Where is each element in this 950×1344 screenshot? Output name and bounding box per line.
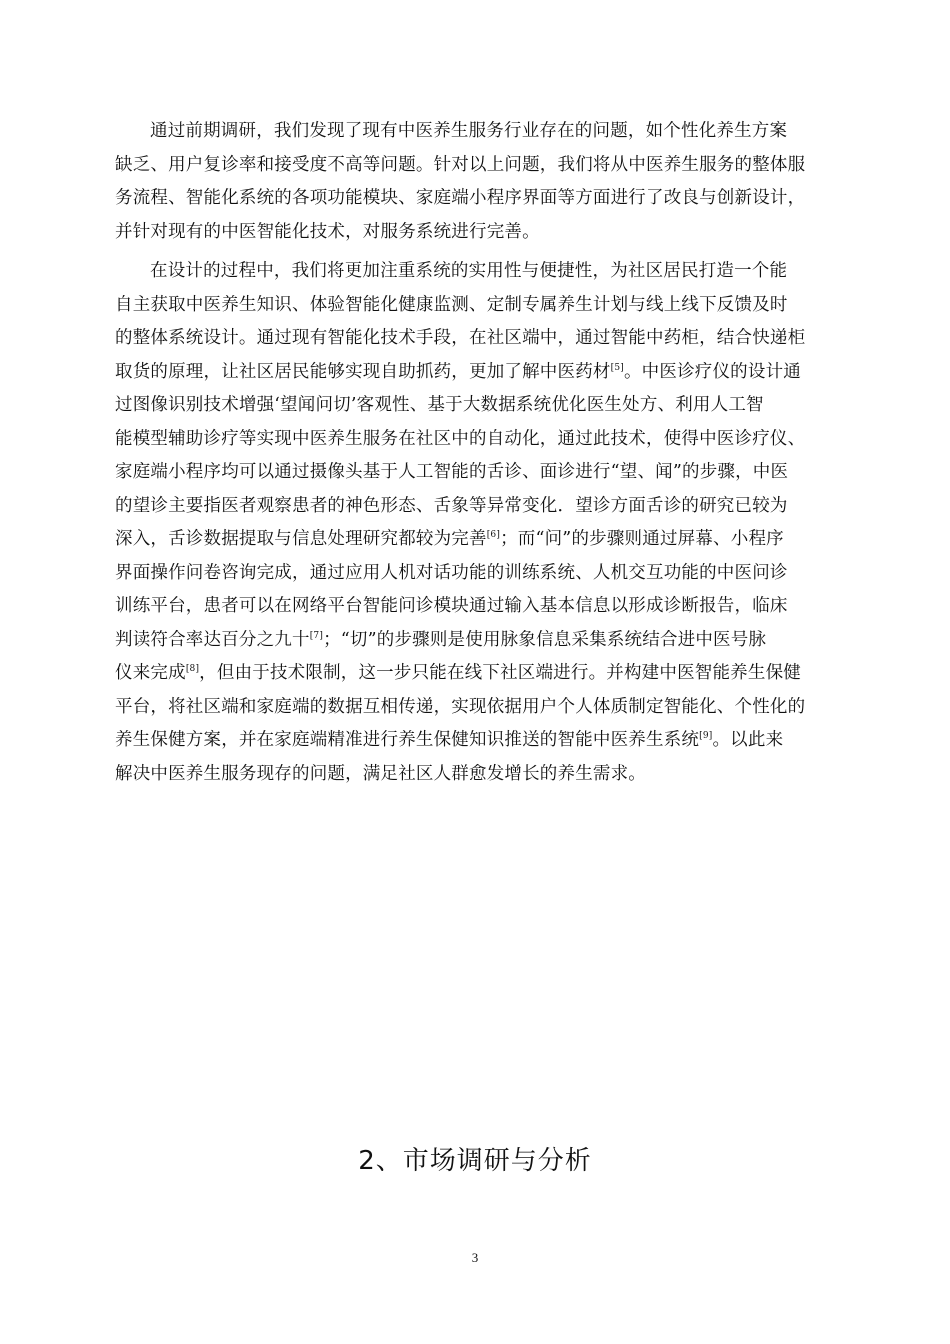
text-line: 过图像识别技术增强‘望闻问切’客观性、基于大数据系统优化医生处方、利用人工智 (115, 395, 764, 415)
text-line: 在设计的过程中，我们将更加注重系统的实用性与便捷性，为社区居民打造一个能 (150, 261, 788, 281)
text-line: 解决中医养生服务现存的问题，满足社区人群愈发增长的养生需求。 (115, 763, 646, 784)
text-line: 能模型辅助诊疗等实现中医养生服务在社区中的自动化，通过此技术，使得中医诊疗仪、 (115, 428, 806, 449)
text-line: 取货的原理，让社区居民能够实现自助抓药，更加了解中医药材[5]。中医诊疗仪的设计通 (115, 361, 801, 382)
text-line: 通过前期调研，我们发现了现有中医养生服务行业存在的问题，如个性化养生方案 (150, 121, 788, 141)
body-text (115, 115, 837, 797)
paragraph (115, 255, 837, 791)
paragraph (115, 115, 837, 249)
text-line: 深入，舌诊数据提取与信息处理研究都较为完善[6]；而“问”的步骤则通过屏幕、小程序 (115, 529, 784, 549)
section-heading: 2、市场调研与分析 (358, 1146, 592, 1176)
text-line: 家庭端小程序均可以通过摄像头基于人工智能的舌诊、面诊进行“望、闻”的步骤，中医 (115, 462, 789, 482)
citation-ref: [8] (185, 664, 200, 674)
text-line: 平台，将社区端和家庭端的数据互相传递，实现依据用户个人体质制定智能化、个性化的 (115, 696, 806, 717)
page-number: 3 (471, 1250, 479, 1265)
text-line: 的整体系统设计。通过现有智能化技术手段，在社区端中，通过智能中药柜，结合快递柜 (115, 328, 806, 348)
text-line: 务流程、智能化系统的各项功能模块、家庭端小程序界面等方面进行了改良与创新设计， (115, 188, 806, 208)
text-line: 养生保健方案，并在家庭端精准进行养生保健知识推送的智能中医养生系统[9]。以此来 (115, 730, 784, 750)
text-line: 界面操作问卷咨询完成，通过应用人机对话功能的训练系统、人机交互功能的中医问诊 (115, 562, 788, 583)
citation-ref: [7] (309, 630, 324, 641)
text-line: 的望诊主要指医者观察患者的神色形态、舌象等异常变化．望诊方面舌诊的研究已较为 (115, 495, 788, 516)
text-line: 自主获取中医养生知识、体验智能化健康监测、定制专属养生计划与线上线下反馈及时 (115, 294, 788, 315)
text-line: 并针对现有的中医智能化技术，对服务系统进行完善。 (115, 221, 540, 242)
citation-ref: [9] (699, 731, 713, 741)
text-line: 判读符合率达百分之九十[7]；“切”的步骤则是使用脉象信息采集系统结合进中医号脉 (115, 629, 767, 650)
text-line: 训练平台，患者可以在网络平台智能问诊模块通过输入基本信息以形成诊断报告，临床 (115, 596, 788, 616)
text-line: 缺乏、用户复诊率和接受度不高等问题。针对以上问题，我们将从中医养生服务的整体服 (115, 154, 806, 175)
text-line: 仪来完成[8]，但由于技术限制，这一步只能在线下社区端进行。并构建中医智能养生保健 (115, 663, 801, 683)
citation-ref: [5] (610, 362, 624, 373)
citation-ref: [6] (486, 530, 501, 540)
